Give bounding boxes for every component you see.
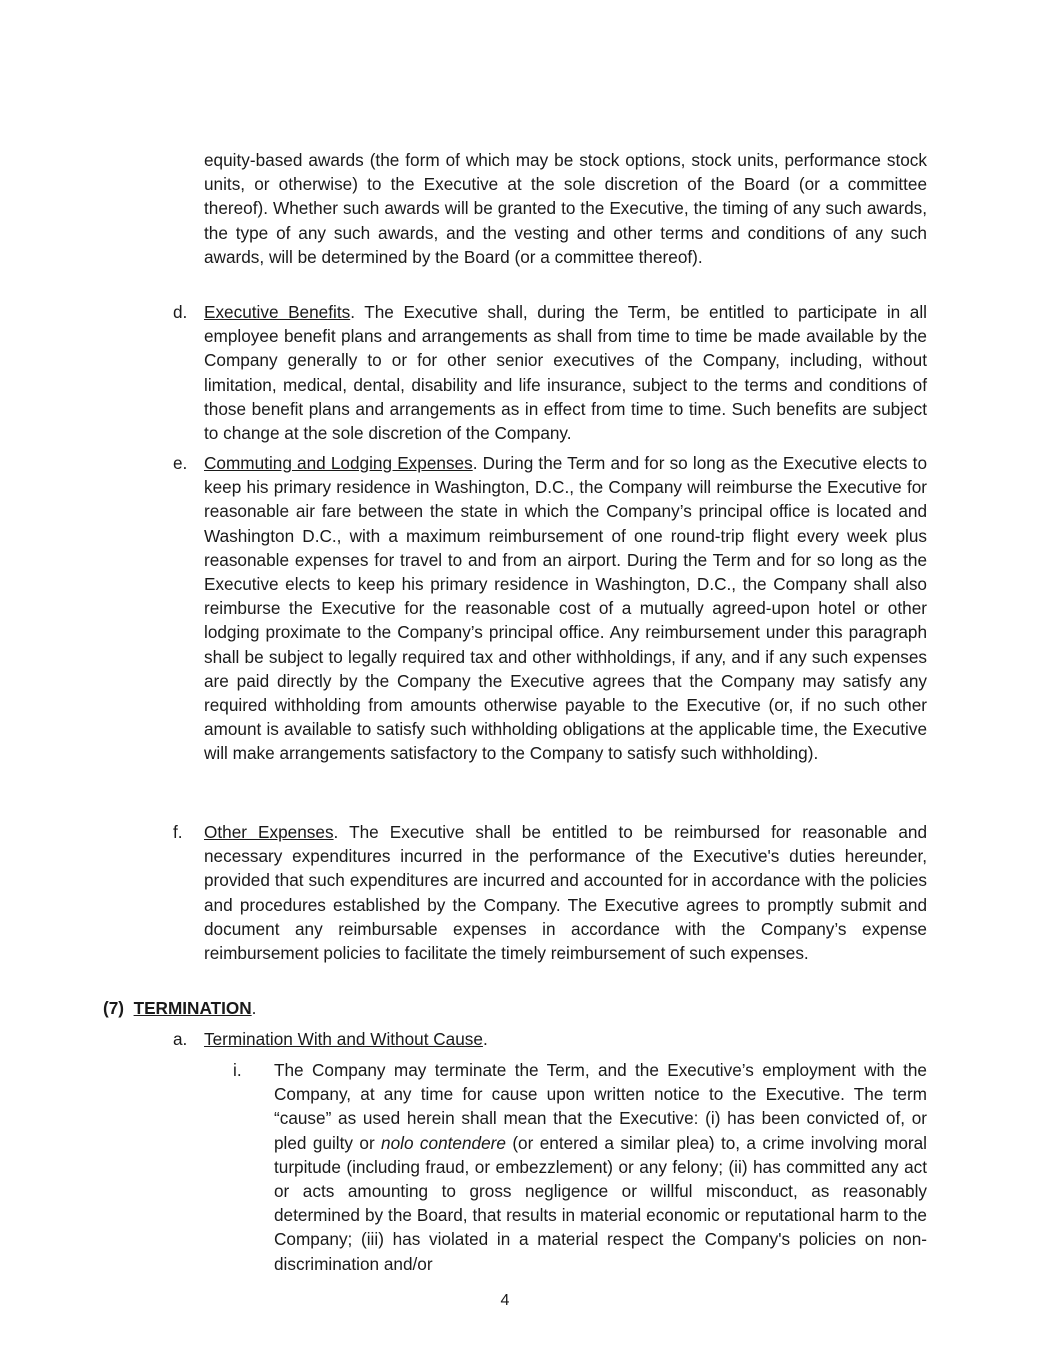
executive-benefits-title: Executive Benefits [204, 302, 351, 322]
item-marker-e: e. [173, 453, 188, 473]
page-number: 4 [500, 1292, 510, 1309]
subsection-title: Termination With and Without Cause [204, 1029, 483, 1049]
section-number: (7) [103, 998, 125, 1018]
other-expenses-body: . The Executive shall be entitled to be reimbursed for reasonable and necessary expenditures incurred in the performance of the Executive's duties hereunder, provided that such expenditures are incurred and accounted for in accordance with the policies and procedures established by the Company. The Executive agrees to promptly submit and document any reimbursable expenses in accordance with the Company’s expense reimbursement policies to facilitate the timely reimbursement of such expenses. [204, 822, 928, 964]
clause-marker-i: i. [233, 1060, 242, 1080]
continuation-paragraph: equity-based awards (the form of which may be stock options, stock units, performance stock units, or otherwise) to the Executive at the sole discretion of the Board (or a committee thereof). Whether such awards will be granted to the Executive, the timing of any such awards, the type of any such awards, and the vesting and other terms and conditions of any such awards, will be determined by the Board (or a committee thereof). [204, 150, 927, 267]
section-title: TERMINATION [133, 998, 252, 1018]
commuting-expenses-paragraph [204, 451, 927, 766]
clause-text-part-2: (or entered a similar plea) to, a crime involving moral turpitude (including fraud, or embezzlement) or any felony; (ii) has committed any act or acts amounting to gross negligence or willful misconduct, as reasonably determined by the Board, that results in material economic or reputational harm to the Company; (iii) has violated in a material respect the Company's policies on non-discrimination and/or [274, 1132, 928, 1274]
section-heading-termination [103, 996, 256, 1020]
commuting-expenses-title: Commuting and Lodging Expenses [204, 453, 473, 473]
cause-definition-paragraph [274, 1058, 927, 1276]
section-title-period: . [251, 998, 257, 1018]
commuting-expenses-body: . During the Term and for so long as the Executive elects to keep his primary residence in Washington, D.C., the Company will reimburse the Executive for reasonable air fare between the state in which the Company’s principal office is located and Washington D.C., with a maximum reimbursement of one round-trip flight every week plus reasonable expenses for travel to and from an airport. During the Term and for so long as the Executive elects to keep his primary residence in Washington, D.C., the Company shall also reimburse the Executive for the reasonable cost of a mutually agreed-upon hotel or other lodging proximate to the Company’s principal office. Any reimbursement under this paragraph shall be subject to legally required tax and other withholdings, if any, and if any such expenses are paid directly by the Company the Executive agrees that the Company may satisfy any required withholding from amounts otherwise payable to the Executive (or, if no such other amount is available to satisfy such withholding obligations at the applicable time, the Executive will make arrangements satisfactory to the Company to satisfy such withholding). [204, 453, 928, 764]
subsection-title-period: . [482, 1029, 488, 1049]
clause-italic-term: nolo contendere [381, 1132, 506, 1153]
executive-benefits-body: . The Executive shall, during the Term, be entitled to participate in all employee benefit plans and arrangements as shall from time to time be made available by the Company generally to or for other senior executives of the Company, including, without limitation, medical, dental, disability and life insurance, subject to the terms and conditions of those benefit plans and arrangements as in effect from time to time. Such benefits are subject to change at the sole discretion of the Company. [204, 302, 927, 444]
subsection-marker-a: a. [173, 1029, 188, 1049]
other-expenses-title: Other Expenses [204, 822, 334, 842]
executive-benefits-paragraph [204, 300, 927, 445]
clause-text-part-1: The Company may terminate the Term, and the Executive’s employment with the Company, at any time for cause upon written notice to the Executive. The term “cause” as used herein shall mean that the Executive: (i) has been convicted of, or pled guilty or [274, 1060, 927, 1153]
item-marker-f: f. [173, 822, 183, 842]
subsection-heading [204, 1027, 488, 1051]
item-marker-d: d. [173, 302, 188, 322]
other-expenses-paragraph [204, 820, 927, 965]
